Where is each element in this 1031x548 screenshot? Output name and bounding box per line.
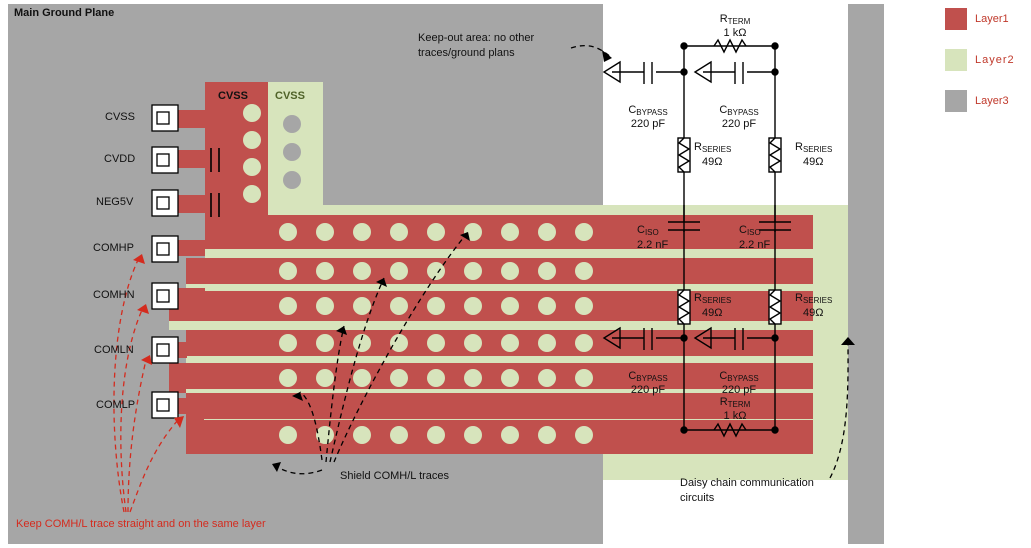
rseries-top-left-value: 49Ω [702, 156, 723, 168]
rterm-bottom-value: 1 kΩ [723, 410, 747, 422]
legend-swatch-layer2 [945, 49, 967, 71]
cbypass-top-left-value: 220 pF [630, 118, 666, 130]
cbypass-top-left-name: $C_{BYPASS}$ [628, 104, 668, 117]
rterm-bottom-name: $R_{TERM}$ [719, 396, 751, 409]
legend-label-layer2: Layer2 [975, 54, 1015, 66]
legend-swatch-layer1 [945, 8, 967, 30]
cbypass-bottom-right-name: $C_{BYPASS}$ [719, 370, 759, 383]
cbypass-top-right-name: $C_{BYPASS}$ [719, 104, 759, 117]
rseries-bottom-right-name: $R_{SERIES}$ [795, 292, 833, 305]
rseries-top-left-name: $R_{SERIES}$ [694, 141, 732, 154]
keepout-note-line1: Keep-out area: no other [418, 32, 535, 44]
rseries-top-right-value: 49Ω [803, 156, 824, 168]
rterm-top-name: $R_{TERM}$ [719, 13, 751, 26]
rseries-bottom-left-name: $R_{SERIES}$ [694, 292, 732, 305]
rterm-top-value: 1 kΩ [723, 27, 747, 39]
keep-straight-note: Keep COMH/L trace straight and on the same layer [16, 518, 266, 530]
ciso-left-value: 2.2 nF [637, 239, 669, 251]
ciso-left-name: $C_{ISO}$ [637, 224, 659, 237]
legend-swatch-layer3 [945, 90, 967, 112]
layer2-band-top [268, 205, 848, 215]
pin-label-cvss: CVSS [105, 111, 135, 123]
cbypass-bottom-left-value: 220 pF [630, 384, 666, 396]
rseries-top-right-name: $R_{SERIES}$ [795, 141, 833, 154]
pin-label-neg5v: NEG5V [96, 196, 134, 208]
daisy-note-line1: Daisy chain communication [680, 477, 814, 489]
rseries-bottom-right-value: 49Ω [803, 307, 824, 319]
pin-label-comln: COMLN [94, 344, 134, 356]
pin-label-cvdd: CVDD [104, 153, 136, 165]
ciso-right-name: $C_{ISO}$ [739, 224, 761, 237]
via-column-right [283, 115, 301, 189]
rseries-bottom-left-value: 49Ω [702, 307, 723, 319]
legend-label-layer1: Layer1 [975, 13, 1009, 25]
pin-label-comhp: COMHP [93, 242, 134, 254]
cbypass-bottom-right-value: 220 pF [721, 384, 757, 396]
main-ground-plane-label: Main Ground Plane [14, 7, 115, 19]
shield-note: Shield COMH/L traces [340, 470, 450, 482]
cvss-label-right: CVSS [275, 90, 305, 102]
keepout-note-line2: traces/ground plans [418, 47, 515, 59]
cbypass-bottom-left-name: $C_{BYPASS}$ [628, 370, 668, 383]
ciso-right-value: 2.2 nF [739, 239, 771, 251]
cbypass-top-right-value: 220 pF [721, 118, 757, 130]
pin-label-comhn: COMHN [93, 289, 135, 301]
pin-label-comlp: COMLP [96, 399, 136, 411]
daisy-note-line2: circuits [680, 492, 715, 504]
legend-label-layer3: Layer3 [975, 95, 1009, 107]
cvss-label-left: CVSS [218, 90, 248, 102]
